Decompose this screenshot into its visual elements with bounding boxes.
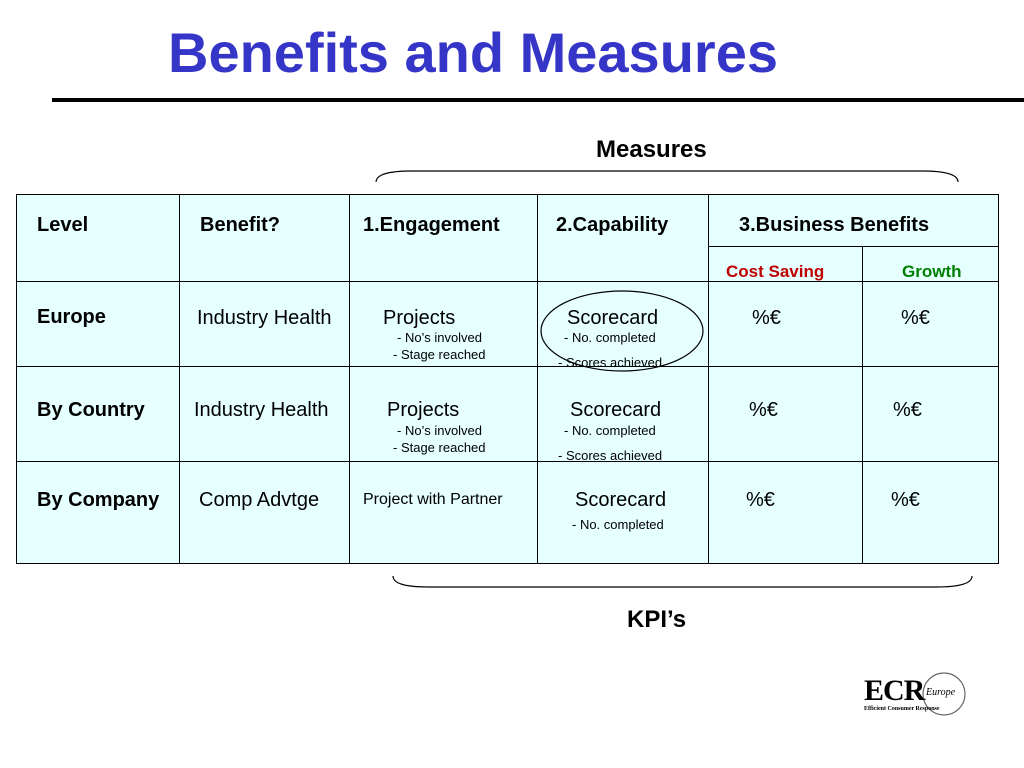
header-level: Level bbox=[37, 214, 89, 236]
row-company-cost-saving: %€ bbox=[746, 489, 775, 511]
row-europe-engagement-sub2: - Stage reached bbox=[393, 347, 486, 362]
row-company-capability: Scorecard bbox=[575, 489, 667, 511]
row-europe-level: Europe bbox=[37, 306, 106, 328]
measures-label: Measures bbox=[596, 136, 707, 163]
row-country-engagement-sub1: - No’s involved bbox=[397, 423, 483, 438]
logo-region: Europe bbox=[926, 687, 956, 698]
header-growth: Growth bbox=[902, 262, 962, 281]
header-engagement: 1.Engagement bbox=[363, 214, 500, 236]
row-company-level: By Company bbox=[37, 489, 160, 511]
row-country-growth: %€ bbox=[893, 399, 922, 421]
row-country-capability: Scorecard bbox=[570, 399, 662, 421]
measures-brace bbox=[372, 166, 962, 184]
row-company-capability-sub1: - No. completed bbox=[572, 517, 664, 532]
row-country-engagement-sub2: - Stage reached bbox=[393, 440, 486, 455]
title-underline bbox=[52, 98, 1024, 102]
row-company-growth: %€ bbox=[891, 489, 920, 511]
header-business-benefits: 3.Business Benefits bbox=[739, 214, 930, 236]
row-country-cost-saving: %€ bbox=[749, 399, 778, 421]
kpis-label: KPI’s bbox=[627, 606, 687, 633]
row-country-level: By Country bbox=[37, 399, 145, 421]
row-country-benefit: Industry Health bbox=[194, 399, 329, 421]
kpis-brace bbox=[390, 574, 976, 592]
row-europe-capability: Scorecard bbox=[567, 307, 659, 329]
row-country-engagement: Projects bbox=[387, 399, 460, 421]
benefits-table bbox=[16, 194, 999, 564]
row-europe-engagement: Projects bbox=[383, 307, 456, 329]
row-company-engagement: Project with Partner bbox=[363, 491, 503, 508]
header-capability: 2.Capability bbox=[556, 214, 669, 236]
logo-mark: ECR bbox=[864, 674, 925, 707]
row-country-capability-sub2: - Scores achieved bbox=[558, 448, 663, 463]
row-europe-growth: %€ bbox=[901, 307, 930, 329]
scorecard-highlight-ellipse bbox=[539, 289, 707, 375]
logo-tagline: Efficient Consumer Response bbox=[864, 706, 940, 712]
header-benefit: Benefit? bbox=[200, 214, 280, 236]
row-company-benefit: Comp Advtge bbox=[199, 489, 320, 511]
ecr-europe-logo bbox=[862, 670, 966, 718]
row-country-capability-sub1: - No. completed bbox=[564, 423, 656, 438]
header-cost-saving: Cost Saving bbox=[726, 262, 825, 281]
row-europe-cost-saving: %€ bbox=[752, 307, 781, 329]
slide-title: Benefits and Measures bbox=[168, 21, 778, 84]
row-europe-engagement-sub1: - No’s involved bbox=[397, 330, 483, 345]
row-europe-benefit: Industry Health bbox=[197, 307, 332, 329]
row-europe-capability-sub2: - Scores achieved bbox=[558, 355, 663, 370]
row-europe-capability-sub1: - No. completed bbox=[564, 330, 656, 345]
